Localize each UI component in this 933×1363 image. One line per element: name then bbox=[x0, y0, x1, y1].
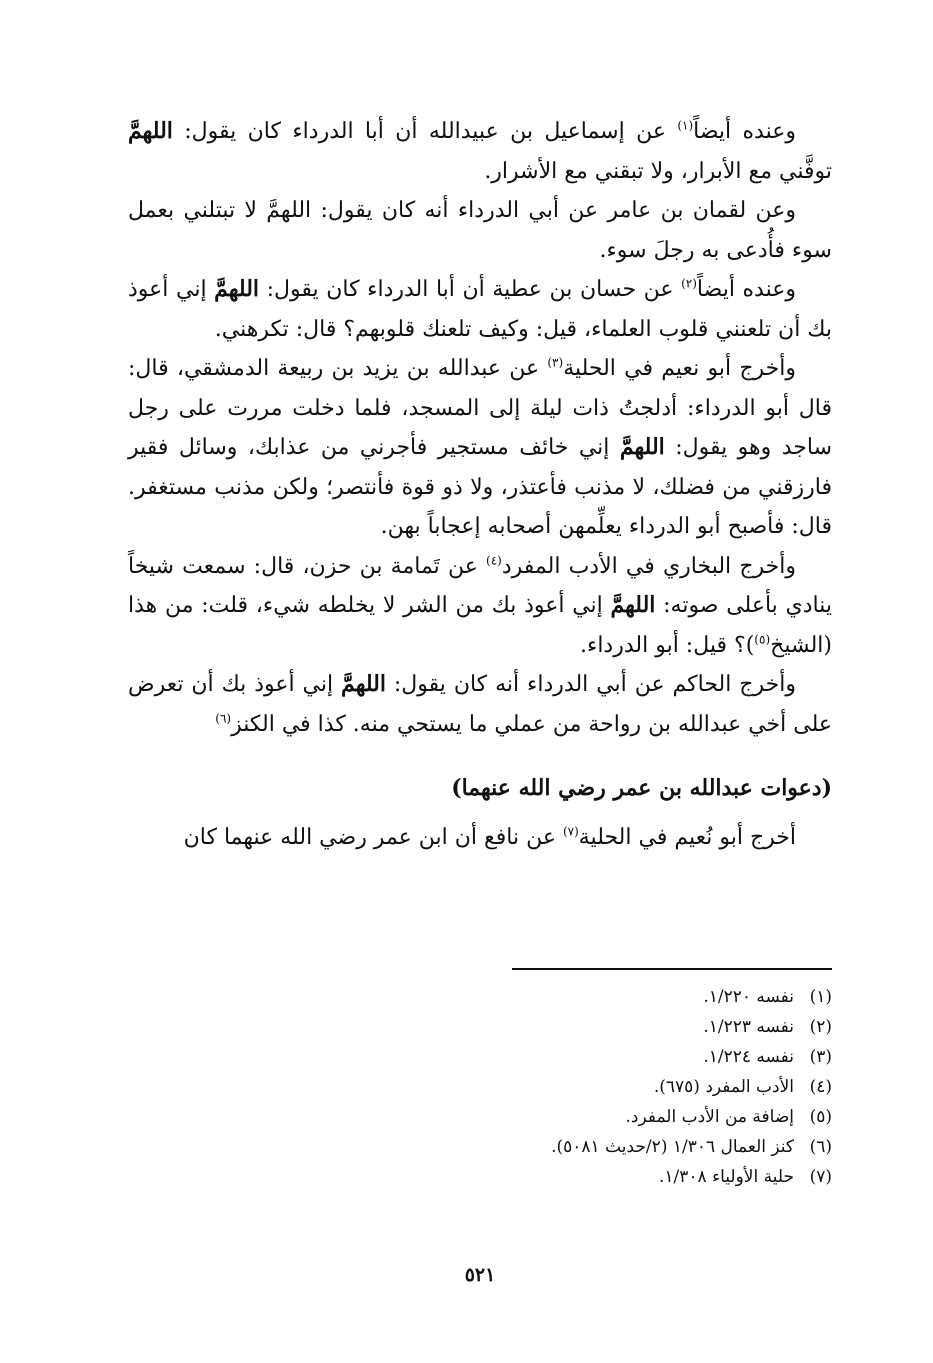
text-run: )؟ قيل: أبو الدرداء. bbox=[579, 632, 755, 658]
footnote-item bbox=[128, 1012, 832, 1042]
text-run: عن عبدالله بن يزيد بن ربيعة الدمشقي، قال: قال أبو الدرداء: أدلجتُ ذات ليلة إلى المسجد، فلما دخلت مررت على رجل ساجد وهو يقول: bbox=[128, 356, 833, 460]
footnote-number: (٧) bbox=[809, 1167, 832, 1187]
main-text bbox=[128, 112, 832, 858]
paragraph bbox=[128, 547, 832, 666]
footnote-ref: (٦) bbox=[215, 711, 232, 726]
footnote-ref: (٧) bbox=[562, 824, 579, 839]
footnote-text: الأدب المفرد (٦٧٥). bbox=[653, 1077, 794, 1097]
footnote-item bbox=[128, 1102, 832, 1132]
text-run: إني أعوذ بك أن تعرض على أخي عبدالله بن رواحة من عملي ما يستحي منه. كذا في الكنز bbox=[128, 672, 832, 737]
paragraph bbox=[128, 270, 832, 349]
text-run: عن حسان بن عطية أن أبا الدرداء كان يقول: bbox=[259, 277, 682, 302]
section-heading: (دعوات عبدالله بن عمر رضي الله عنهما) bbox=[451, 775, 832, 801]
footnote-number: (٣) bbox=[809, 1047, 832, 1067]
text-run: عن نافع أن ابن عمر رضي الله عنهما كان bbox=[183, 825, 563, 850]
text-run: وعنده أيضاً bbox=[693, 119, 796, 144]
footnote-text: نفسه ١/٢٢٠. bbox=[703, 987, 794, 1007]
footnote-ref: (٥) bbox=[754, 632, 771, 647]
footnote-ref: (٤) bbox=[486, 553, 502, 568]
emphasis-text: اللهمَّ bbox=[341, 671, 386, 697]
emphasis-text: اللهمَّ bbox=[128, 118, 173, 144]
footnote-ref: (١) bbox=[677, 118, 694, 133]
text-run: وعنده أيضاً bbox=[696, 277, 796, 302]
footnote-number: (٦) bbox=[809, 1137, 832, 1157]
footnote-text: كنز العمال ١/٣٠٦ (٢/حديث ٥٠٨١). bbox=[551, 1137, 794, 1157]
text-run: عن إسماعيل بن عبيدالله أن أبا الدرداء كان يقول: bbox=[172, 119, 678, 144]
text-run: أخرج أبو نُعيم في الحلية bbox=[578, 825, 796, 850]
paragraph bbox=[128, 112, 832, 191]
footnote-item bbox=[128, 1072, 832, 1102]
text-run: وأخرج أبو نعيم في الحلية bbox=[563, 356, 796, 381]
text-run: عن تَمامة بن حزن، قال: سمعت شيخاً ينادي بأعلى صوته: bbox=[128, 553, 832, 618]
page-number: ٥٢١ bbox=[464, 1264, 496, 1286]
paragraph bbox=[128, 349, 832, 547]
book-page bbox=[128, 112, 832, 1322]
text-run: إني أعوذ بك أن تلعنني قلوب العلماء، قيل: وكيف تلعنك قلوبهم؟ قال: تكرهني. bbox=[128, 277, 832, 342]
footnote-number: (٤) bbox=[809, 1077, 832, 1097]
text-run: وعن لقمان بن عامر عن أبي الدرداء أنه كان يقول: اللهمَّ لا تبتلني بعمل سوء فأُدعى به رجلَ سوء. bbox=[128, 198, 832, 263]
emphasis-text: اللهمَّ bbox=[610, 592, 656, 618]
footnote-number: (٥) bbox=[809, 1107, 832, 1127]
footnote-ref: (٣) bbox=[547, 355, 564, 370]
emphasis-text: اللهمَّ bbox=[619, 434, 665, 460]
footnote-item bbox=[128, 1042, 832, 1072]
footnote-number: (١) bbox=[809, 987, 832, 1007]
text-run: إني أعوذ بك من الشر لا يخلطه شيء، قلت: من هذا (الشيخ bbox=[128, 593, 832, 658]
footnote-ref: (٢) bbox=[681, 276, 697, 291]
emphasis-text: اللهمَّ bbox=[214, 276, 260, 302]
footnote-text: نفسه ١/٢٢٣. bbox=[703, 1017, 794, 1037]
text-run: وأخرج الحاكم عن أبي الدرداء أنه كان يقول: bbox=[385, 672, 796, 697]
paragraph bbox=[128, 665, 832, 744]
text-run: توفَّني مع الأبرار، ولا تبقني مع الأشرار. bbox=[484, 158, 832, 184]
footnote-number: (٢) bbox=[809, 1017, 832, 1037]
paragraph-continued bbox=[128, 818, 832, 858]
footnote-text: نفسه ١/٢٢٤. bbox=[703, 1047, 794, 1067]
footnote-divider bbox=[512, 968, 832, 970]
text-run: وأخرج البخاري في الأدب المفرد bbox=[501, 553, 796, 579]
footnote-item bbox=[128, 1162, 832, 1192]
footnote-item bbox=[128, 982, 832, 1012]
footnotes-list bbox=[128, 982, 832, 1192]
footnote-text: حلية الأولياء ١/٣٠٨. bbox=[659, 1167, 794, 1187]
paragraph bbox=[128, 191, 832, 270]
footnote-item bbox=[128, 1132, 832, 1162]
text-run: إني خائف مستجير فأجرني من عذابك، وسائل فقير فارزقني من فضلك، لا مذنب فأعتذر، ولا ذو قوة فأنتصر؛ ولكن مذنب مستغفر. قال: فأصبح أبو الدرداء يعلِّمهن أصحابه إعجاباً بهن. bbox=[128, 435, 832, 539]
footnote-text: إضافة من الأدب المفرد. bbox=[625, 1107, 794, 1127]
